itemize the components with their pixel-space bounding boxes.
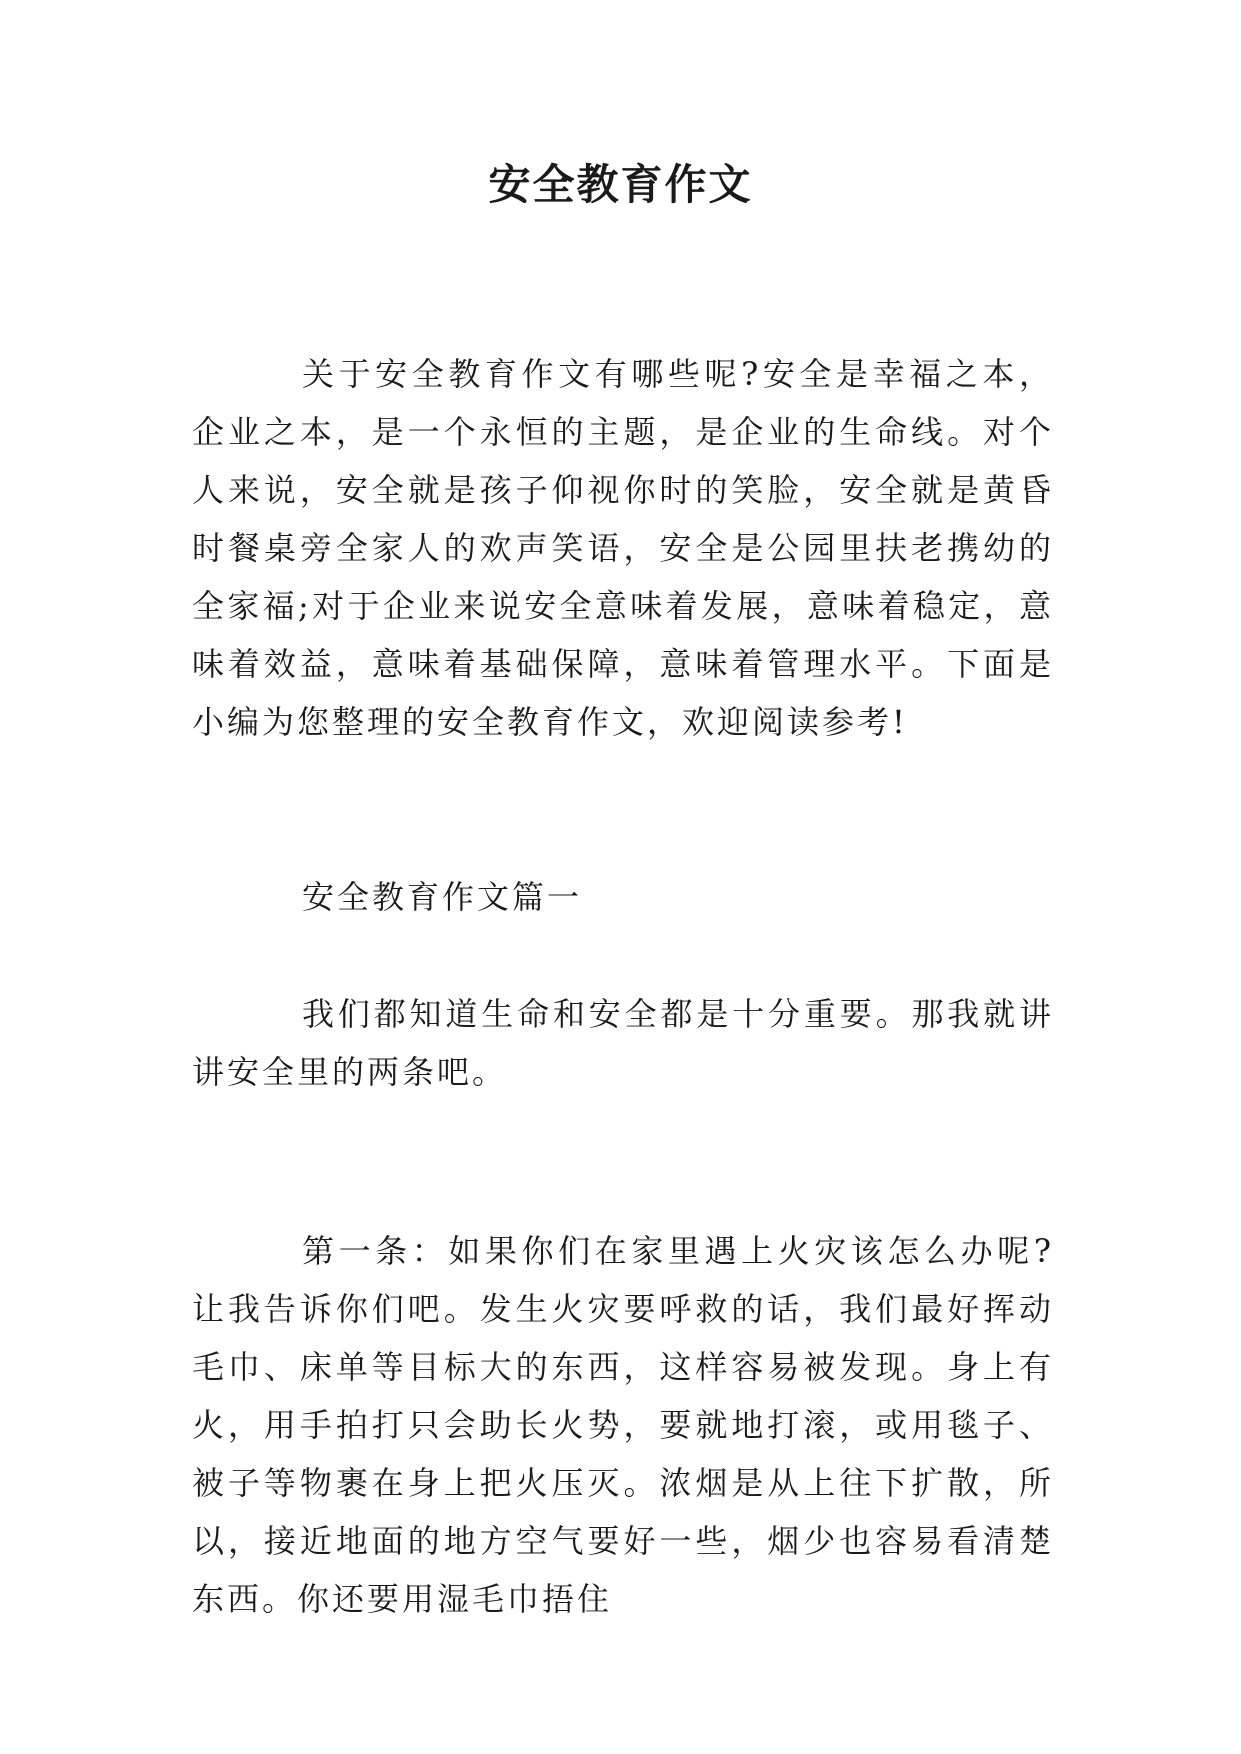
paragraph-body: 我们都知道生命和安全都是十分重要。那我就讲讲安全里的两条吧。 [192,995,1054,1091]
section-heading: 安全教育作文篇一 [302,878,583,916]
paragraph-intro: 关于安全教育作文有哪些呢?安全是幸福之本，企业之本，是一个永恒的主题，是企业的生命线。对个人来说，安全就是孩子仰视你时的笑脸，安全就是黄昏时餐桌旁全家人的欢声笑语，安全是公园里扶老携幼的全家福;对于企业来说安全意味着发展，意味着稳定，意味着效益，意味着基础保障，意味着管理水平。下面是小编为您整理的安全教育作文，欢迎阅读参考! [192,355,1054,741]
paragraph-body: 第一条：如果你们在家里遇上火灾该怎么办呢?让我告诉你们吧。发生火灾要呼救的话，我们最好挥动毛巾、床单等目标大的东西，这样容易被发现。身上有火，用手拍打只会助长火势，要就地打滚，或用毯子、被子等物裹在身上把火压灭。浓烟是从上往下扩散，所以，接近地面的地方空气要好一些，烟少也容易看清楚东西。你还要用湿毛巾捂住 [192,1232,1054,1618]
document-title: 安全教育作文 [488,160,753,209]
